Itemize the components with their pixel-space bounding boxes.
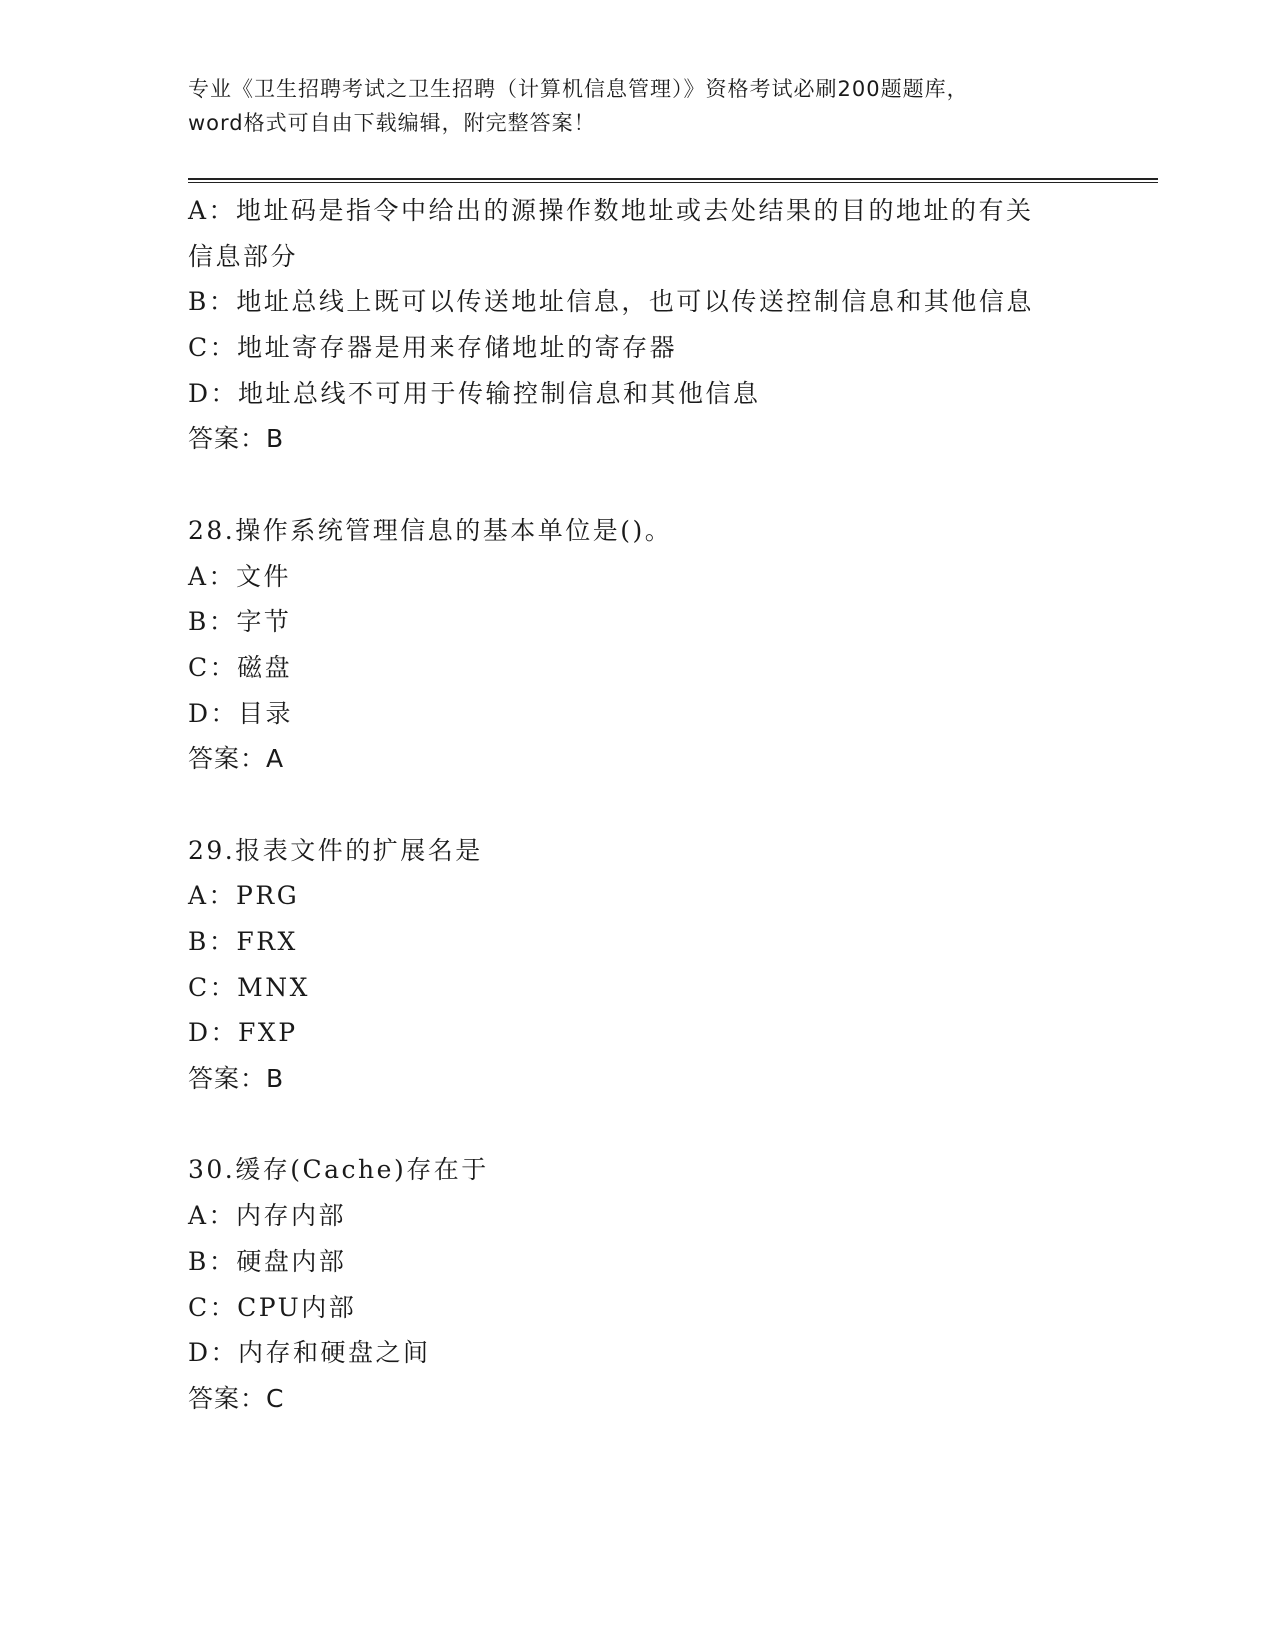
option-c: C：CPU内部 bbox=[188, 1292, 357, 1322]
question-text: 28.操作系统管理信息的基本单位是()。 bbox=[188, 515, 673, 545]
option-d: D：目录 bbox=[188, 698, 294, 728]
question-list bbox=[188, 188, 1088, 1422]
question-text: 29.报表文件的扩展名是 bbox=[188, 835, 483, 865]
answer: 答案：B bbox=[188, 424, 285, 454]
document-header bbox=[188, 72, 1088, 140]
question-30 bbox=[188, 1147, 1088, 1421]
answer: 答案：B bbox=[188, 1064, 285, 1094]
question-28 bbox=[188, 508, 1088, 782]
header-line-2: word格式可自由下载编辑，附完整答案！ bbox=[188, 111, 596, 135]
spacer bbox=[188, 462, 1088, 508]
answer: 答案：A bbox=[188, 744, 285, 774]
option-a: A：PRG bbox=[188, 881, 300, 911]
option-d: D：FXP bbox=[188, 1018, 298, 1048]
question-27 bbox=[188, 188, 1088, 462]
option-b: B：硬盘内部 bbox=[188, 1246, 347, 1276]
option-c: C：MNX bbox=[188, 972, 310, 1002]
option-b: B：FRX bbox=[188, 927, 298, 956]
option-c: C：地址寄存器是用来存储地址的寄存器 bbox=[188, 333, 678, 363]
option-a-continued: 信息部分 bbox=[188, 241, 299, 271]
option-b: B：字节 bbox=[188, 607, 292, 637]
option-a: A：文件 bbox=[188, 561, 292, 591]
spacer bbox=[188, 782, 1088, 828]
header-divider bbox=[188, 178, 1158, 183]
header-line-1: 专业《卫生招聘考试之卫生招聘（计算机信息管理）》资格考试必刷200题题库， bbox=[188, 77, 969, 101]
option-a: A：地址码是指令中给出的源操作数地址或去处结果的目的地址的有关 bbox=[188, 196, 1034, 225]
answer: 答案：C bbox=[188, 1383, 285, 1413]
spacer bbox=[188, 1102, 1088, 1148]
question-29 bbox=[188, 828, 1088, 1102]
option-b: B：地址总线上既可以传送地址信息，也可以传送控制信息和其他信息 bbox=[188, 287, 1034, 317]
option-d: D：内存和硬盘之间 bbox=[188, 1338, 431, 1368]
option-a: A：内存内部 bbox=[188, 1201, 347, 1231]
option-c: C：磁盘 bbox=[188, 652, 293, 682]
option-d: D：地址总线不可用于传输控制信息和其他信息 bbox=[188, 378, 761, 408]
question-text: 30.缓存(Cache)存在于 bbox=[188, 1155, 489, 1185]
